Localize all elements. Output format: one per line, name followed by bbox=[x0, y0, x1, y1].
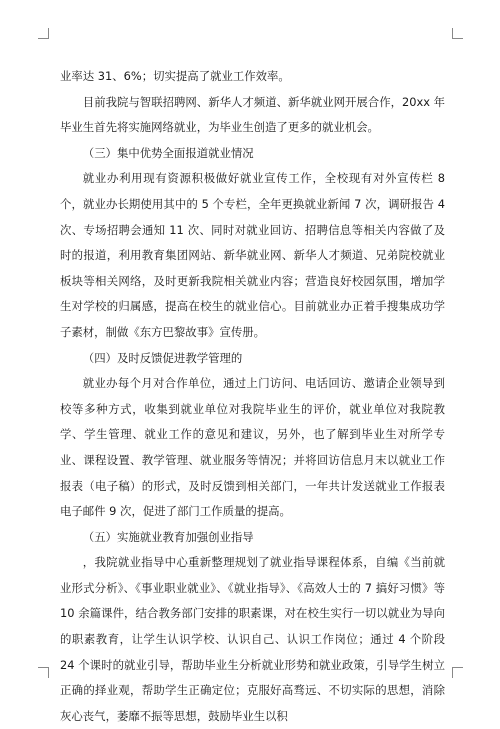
crop-mark-bottom-right bbox=[452, 667, 463, 678]
crop-mark-top-right bbox=[452, 28, 463, 39]
crop-mark-bottom-left bbox=[38, 667, 49, 678]
section-heading-5: （五）实施就业教育加强创业指导 bbox=[82, 529, 254, 544]
section-heading-4: （四）及时反馈促进教学管理的 bbox=[82, 350, 243, 365]
paragraph-feedback: 就业办每个月对合作单位，通过上门访问、电话回访、邀请企业领导到校等多种方式，收集到就业单位对我院毕业生的评价，就业单位对我院教学、学生管理、就业工作的意见和建议，另外，也了解到毕业生对所学专业、课程设置、教学管理、就业服务等情况；并将回访信息月末以就业工作报表（电子稿）的形式，及时反馈到相关部门，一年共计发送就业工作报表电子邮件 9 次，促进了部门工作质量的提高。 bbox=[60, 376, 445, 519]
paragraph-guidance: ，我院就业指导中心重新整理规划了就业指导课程体系，自编《当前就业形式分析》、《事业职业就业》、《就业指导》、《高效人士的 7 搞好习惯》等 10 余篇课件，结合教务部门安排的职素课，对在校生实行一切以就业为导向的职素教育，让学生认识学校、认识自己、认识工作岗位；通过 4 个阶段 24 个课时的就业引导，帮助毕业生分析就业形势和就业政策，引导学生树立正确的择业观，帮助学生正确定位；克服好高骛远、不切实际的思想，消除灰心丧气，萎靡不振等思想，鼓励毕业生以积 bbox=[60, 555, 445, 723]
section-heading-3: （三）集中优势全面报道就业情况 bbox=[82, 145, 254, 160]
paragraph-continuation: 业率达 31、6%；切实提高了就业工作效率。 bbox=[60, 69, 290, 83]
document-body bbox=[60, 64, 445, 729]
crop-mark-top-left bbox=[38, 28, 49, 39]
paragraph-publicity: 就业办利用现有资源积极做好就业宣传工作，全校现有对外宣传栏 8 个，就业办长期使用其中的 5 个专栏，全年更换就业新闻 7 次，调研报告 4 次、专场招聘会通知 11 次、同时对就业回访、招聘信息等相关内容做了及时的报道，利用教育集团网站、新华就业网、新华人才频道、兄弟院校就业板块等相关网络，及时更新我院相关就业内容；营造良好校园氛围，增加学生对学校的归属感，提高在校生的就业信心。目前就业办正着手搜集成功学子素材，制做《东方巴黎故事》宣传册。 bbox=[60, 171, 445, 339]
paragraph-network-cooperation: 目前我院与智联招聘网、新华人才频道、新华就业网开展合作，20xx 年毕业生首先将实施网络就业，为毕业生创造了更多的就业机会。 bbox=[60, 94, 445, 135]
